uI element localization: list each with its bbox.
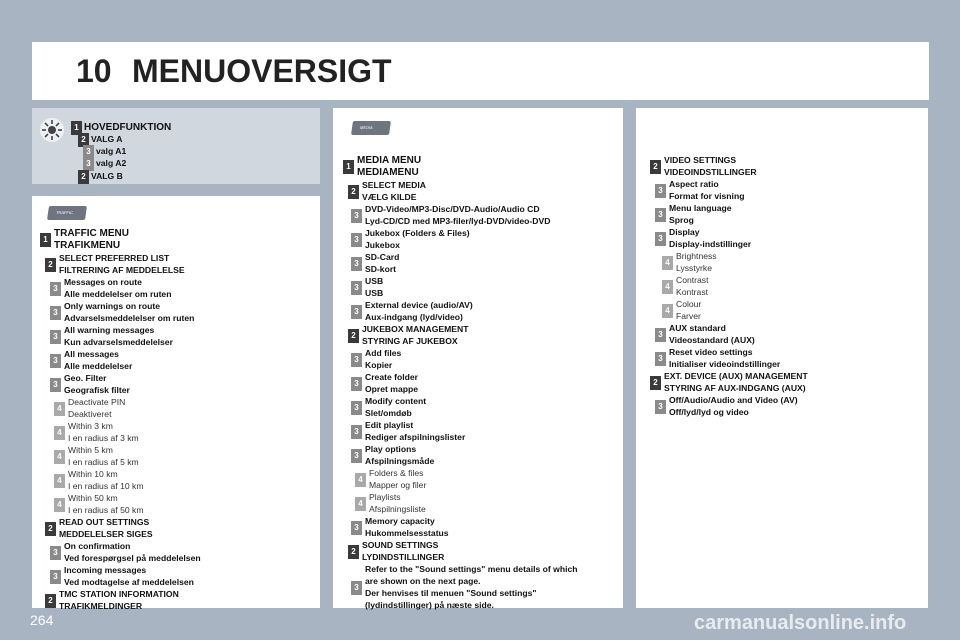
level-badge: 2	[348, 545, 359, 559]
menu-item-text: Colour	[676, 299, 702, 309]
menu-item-text: Deaktiveret	[68, 409, 112, 420]
menu-item-text: are shown on the next page.	[365, 576, 481, 587]
menu-item-text: Farver	[676, 310, 701, 321]
level-badge: 4	[54, 426, 65, 440]
level-badge: 3	[50, 378, 61, 392]
menu-item-text: External device (audio/AV)	[365, 300, 473, 311]
level-badge: 2	[45, 522, 56, 536]
menu-item-text: On confirmation	[64, 541, 131, 552]
menu-item-text: I en radius af 5 km	[68, 457, 139, 468]
menu-item-text: Off/Audio/Audio and Video (AV)	[669, 395, 798, 405]
menu-item-text: All messages	[64, 349, 119, 360]
traffic-tab-icon: TRAFFIC	[47, 206, 87, 220]
menu-item-text: Modify content	[365, 396, 427, 407]
menu-item-text: TRAFIKMELDINGER	[59, 601, 143, 612]
menu-item-text: Aux-indgang (lyd/video)	[365, 312, 463, 323]
menu-item-text: TMC STATION INFORMATION	[59, 589, 179, 600]
menu-item-text: Sprog	[669, 214, 694, 225]
menu-item-text: Incoming messages	[64, 565, 147, 576]
menu-item-text: LYDINDSTILLINGER	[362, 552, 445, 563]
menu-item-text: Videostandard (AUX)	[669, 334, 755, 345]
menu-item-text: Within 10 km	[68, 469, 118, 480]
menu-item-text: Messages on route	[64, 277, 142, 288]
menu-item-text: JUKEBOX MANAGEMENT	[362, 324, 469, 335]
menu-item-text: TRAFIKMENU	[54, 239, 121, 251]
menu-item-text: Folders & files	[369, 468, 424, 479]
page-number: 264	[30, 612, 54, 628]
level-badge: 1	[40, 233, 51, 247]
level-badge: 4	[662, 304, 673, 318]
menu-item-text: DVD-Video/MP3-Disc/DVD-Audio/Audio CD	[365, 204, 540, 215]
level-badge: 3	[655, 328, 666, 342]
level-badge: 3	[351, 353, 362, 367]
menu-item-text: SELECT MEDIA	[362, 180, 426, 191]
level-badge: 3	[351, 377, 362, 391]
menu-item-text: HOVEDFUNKTION	[84, 122, 172, 133]
menu-item-text: SD-Card	[365, 252, 400, 263]
menu-item-text: AUX standard	[669, 323, 726, 333]
level-badge: 4	[662, 256, 673, 270]
menu-item-text: I en radius af 10 km	[68, 481, 144, 492]
menu-item-text: Ved modtagelse af meddelelsen	[64, 577, 194, 588]
level-badge: 3	[655, 352, 666, 366]
media-tab-icon: MEDIA	[351, 121, 391, 135]
level-badge: 4	[355, 473, 366, 487]
level-badge: 4	[662, 280, 673, 294]
menu-item-text: MEDDELELSER SIGES	[59, 529, 153, 540]
menu-item-text: Reset video settings	[669, 347, 753, 357]
menu-item-text: Lyd-CD/CD med MP3-filer/lyd-DVD/video-DVD	[365, 216, 551, 227]
menu-item-text: Rediger afspilningslister	[365, 432, 466, 443]
level-badge: 3	[50, 546, 61, 560]
menu-item-text: Within 3 km	[68, 421, 113, 432]
level-badge: 3	[351, 521, 362, 535]
watermark: carmanualsonline.info	[694, 612, 907, 634]
level-badge: 2	[650, 376, 661, 390]
level-badge: 3	[351, 209, 362, 223]
menu-item-text: EXT. DEVICE (AUX) MANAGEMENT	[664, 371, 808, 381]
menu-item-text: Kopier	[365, 360, 393, 371]
menu-item-text: Geo. Filter	[64, 373, 107, 384]
level-badge: 2	[45, 594, 56, 608]
level-badge: 3	[351, 581, 362, 595]
menu-item-text: Add files	[365, 348, 402, 359]
level-badge: 1	[343, 160, 354, 174]
menu-item-text: MEDIA MENU	[357, 155, 422, 166]
level-badge: 3	[83, 157, 94, 171]
menu-item-text: valg A2	[96, 158, 127, 168]
menu-item-text: VÆLG KILDE	[362, 192, 417, 203]
level-badge: 3	[50, 570, 61, 584]
menu-item-text: Ved forespørgsel på meddelelsen	[64, 553, 201, 564]
menu-item-text: Lysstyrke	[676, 262, 712, 273]
chapter-number: 10	[76, 53, 112, 89]
menu-item-text: SD-kort	[365, 264, 397, 275]
menu-item-text: Off/lyd/lyd og video	[669, 406, 749, 417]
level-badge: 3	[351, 425, 362, 439]
menu-item-text: Refer to the "Sound settings" menu details of which	[365, 564, 578, 575]
menu-item-text: Menu language	[669, 203, 732, 213]
menu-item-text: Play options	[365, 444, 417, 455]
level-badge: 4	[54, 402, 65, 416]
menu-item-text: Playlists	[369, 492, 401, 503]
level-badge: 3	[351, 401, 362, 415]
level-badge: 2	[348, 329, 359, 343]
level-badge: 3	[655, 208, 666, 222]
menu-item-text: Create folder	[365, 372, 419, 383]
menu-item-text: I en radius af 3 km	[68, 433, 139, 444]
level-badge: 4	[54, 498, 65, 512]
level-badge: 2	[650, 160, 661, 174]
menu-item-text: Slet/omdøb	[365, 408, 412, 419]
menu-item-text: Geografisk filter	[64, 385, 130, 396]
menu-item-text: Jukebox	[365, 240, 400, 251]
level-badge: 3	[50, 282, 61, 296]
menu-item-text: VALG A	[91, 134, 123, 144]
level-badge: 2	[348, 185, 359, 199]
level-badge: 3	[50, 354, 61, 368]
menu-item-text: valg A1	[96, 146, 127, 156]
level-badge: 3	[351, 281, 362, 295]
menu-item-text: TRAFFIC MENU	[54, 228, 129, 239]
level-badge: 2	[78, 170, 89, 184]
level-badge: 4	[54, 474, 65, 488]
level-badge: 3	[351, 305, 362, 319]
level-badge: 4	[355, 497, 366, 511]
level-badge: 2	[78, 133, 89, 147]
level-badge: 3	[351, 257, 362, 271]
menu-item-text: Within 50 km	[68, 493, 118, 504]
menu-item-text: Opret mappe	[365, 384, 419, 395]
menu-item-text: STYRING AF JUKEBOX	[362, 336, 458, 347]
menu-item-text: (lydindstillinger) på næste side.	[365, 599, 494, 610]
menu-item-text: Hukommelsesstatus	[365, 528, 449, 539]
menu-item-text: Aspect ratio	[669, 179, 719, 189]
level-badge: 3	[83, 145, 94, 159]
menu-item-text: Advarselsmeddelelser om ruten	[64, 313, 195, 324]
menu-item-text: FILTRERING AF MEDDELELSE	[59, 265, 185, 276]
menu-item-text: Afspilningsmåde	[365, 456, 435, 467]
menu-item-text: Initialiser videoindstillinger	[669, 358, 781, 369]
level-badge: 1	[71, 121, 82, 135]
menu-item-text: VALG B	[91, 171, 123, 181]
menu-item-text: USB	[365, 276, 384, 287]
chapter-title: MENUOVERSIGT	[132, 53, 392, 89]
level-badge: 3	[351, 233, 362, 247]
menu-item-text: READ OUT SETTINGS	[59, 517, 150, 528]
menu-item-text: Only warnings on route	[64, 301, 160, 312]
menu-item-text: Kontrast	[676, 286, 709, 297]
menu-item-text: Edit playlist	[365, 420, 414, 431]
menu-item-text: Der henvises til menuen "Sound settings"	[365, 587, 537, 598]
menu-item-text: Kun advarselsmeddelelser	[64, 337, 173, 348]
menu-item-text: SOUND SETTINGS	[362, 540, 439, 551]
menu-item-text: MEDIAMENU	[357, 166, 419, 178]
menu-item-text: Mapper og filer	[369, 480, 427, 491]
menu-item-text: VIDEO SETTINGS	[664, 155, 737, 165]
menu-item-text: Brightness	[676, 251, 717, 261]
menu-item-text: SELECT PREFERRED LIST	[59, 253, 170, 264]
menu-item-text: Jukebox (Folders & Files)	[365, 228, 470, 239]
level-badge: 3	[655, 184, 666, 198]
level-badge: 4	[54, 450, 65, 464]
menu-item-text: Contrast	[676, 275, 709, 285]
menu-item-text: Alle meddelelser om ruten	[64, 289, 172, 300]
menu-item-text: USB	[365, 288, 384, 299]
level-badge: 2	[45, 258, 56, 272]
main-function-panel	[32, 108, 320, 184]
menu-item-text: Format for visning	[669, 190, 745, 201]
menu-item-text: Display	[669, 227, 700, 237]
menu-item-text: Deactivate PIN	[68, 397, 126, 408]
menu-item-text: Alle meddelelser	[64, 361, 133, 372]
menu-item-text: Afspilningsliste	[369, 504, 426, 515]
menu-item-text: VIDEOINDSTILLINGER	[664, 166, 757, 177]
menu-item-text: I en radius af 50 km	[68, 505, 144, 516]
level-badge: 3	[351, 449, 362, 463]
menu-item-text: Within 5 km	[68, 445, 113, 456]
level-badge: 3	[50, 330, 61, 344]
level-badge: 3	[655, 400, 666, 414]
menu-item-text: Memory capacity	[365, 516, 435, 527]
menu-item-text: Display-indstillinger	[669, 238, 752, 249]
level-badge: 3	[50, 306, 61, 320]
menu-item-text: All warning messages	[64, 325, 155, 336]
level-badge: 3	[655, 232, 666, 246]
lamp-icon	[40, 118, 64, 142]
menu-item-text: STYRING AF AUX-INDGANG (AUX)	[664, 382, 806, 393]
